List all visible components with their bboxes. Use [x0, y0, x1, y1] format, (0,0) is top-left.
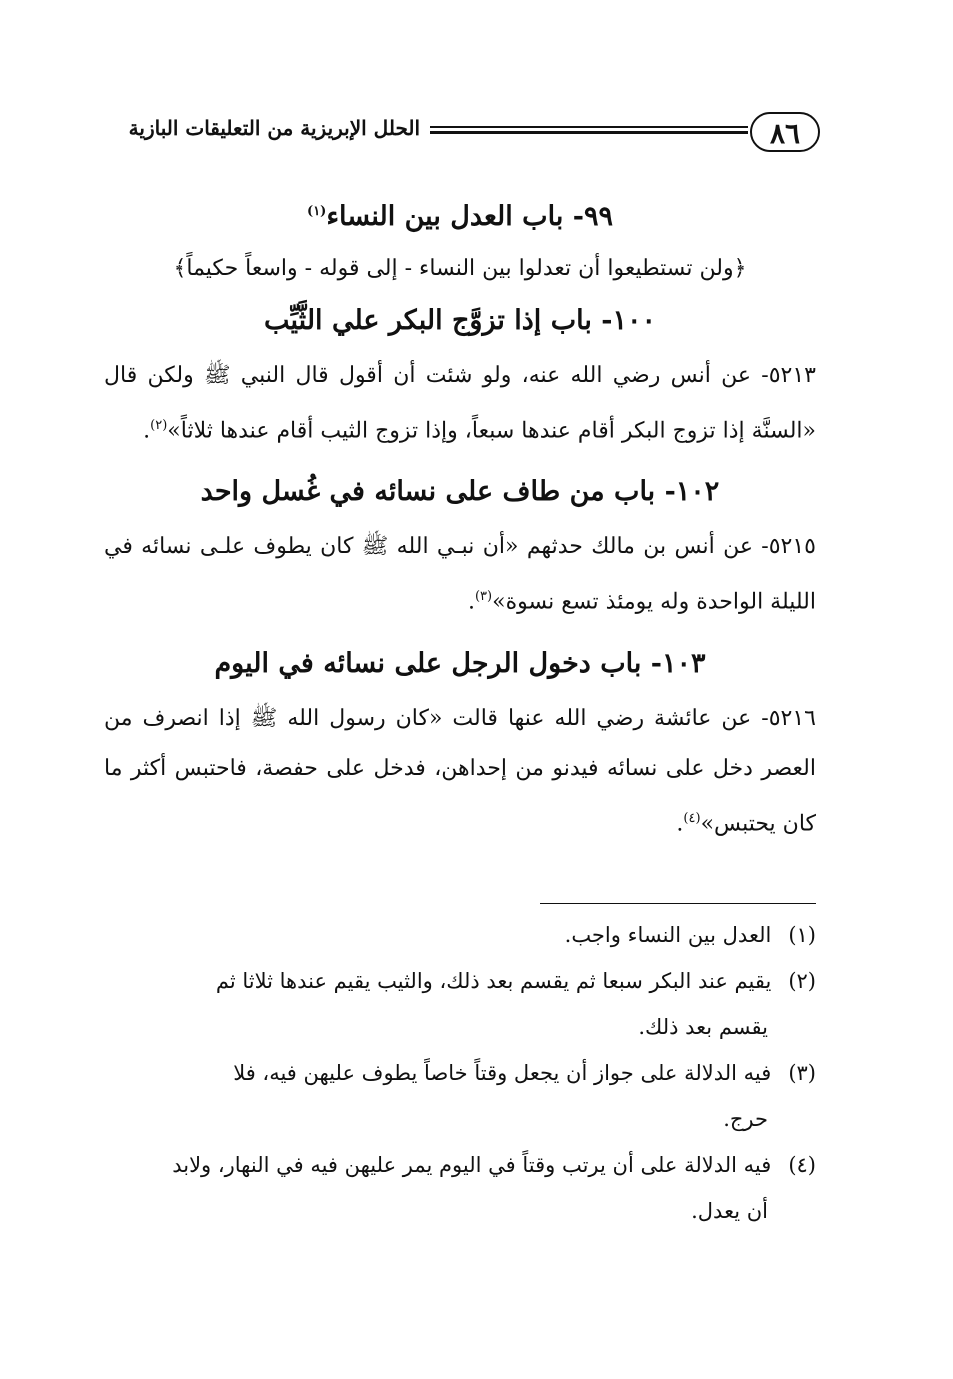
chapter-title-100: ١٠٠- باب إذا تزوَّج البكر علي الثَّيِّب	[264, 305, 656, 336]
book-title: الحلل الإبريزية من التعليقات البازية	[128, 116, 420, 140]
footnote-3: (٣) فيه الدلالة على جواز أن يجعل وقتاً خاصاً يطوف عليهن فيه، فلا	[233, 1061, 816, 1085]
footnote-separator	[540, 903, 816, 904]
quran-verse: ﴿ولن تستطيعوا أن تعدلوا بين النساء - إلى قوله - واسعاً حكيماً﴾	[173, 256, 747, 281]
footnote-2-continuation: يقسم بعد ذلك.	[638, 1015, 768, 1039]
footnote-4: (٤) فيه الدلالة على أن يرتب وقتاً في اليوم يمر عليهن فيه في النهار، ولابد	[172, 1153, 816, 1177]
footnote-ref: (٣)	[474, 589, 493, 605]
hadith-5215: ٥٢١٥- عن أنس بن مالك حدثهم «أن نبـي الله ﷺ كان يطوف علـى نسائه في الليلة الواحدة وله يومئذ تسع نسوة»$^{(٣)}$.	[104, 534, 816, 615]
chapter-title-103: ١٠٣- باب دخول الرجل على نسائه في اليوم	[214, 647, 706, 679]
chapter-title-102: ١٠٢- باب من طاف على نسائه في غُسل واحد	[200, 476, 720, 508]
hadith-5216: ٥٢١٦- عن عائشة رضي الله عنها قالت «كان رسول الله ﷺ إذا انصرف من العصر دخل على نسائه فيدنو من إحداهن، فدخل على حفصة، فاحتبس أكثر ما كان يحتبس»$^{(٤)}$.	[104, 705, 816, 836]
footnote-4-continuation: أن يعدل.	[691, 1199, 768, 1223]
page-header	[100, 112, 820, 156]
footnote-ref: (٤)	[683, 810, 701, 826]
footnote-3-continuation: حرج.	[723, 1107, 768, 1131]
chapter-title-99: ٩٩- باب العدل بين النساء$^{(١)}$	[307, 201, 613, 232]
footnote-1: (١) العدل بين النساء واجب.	[564, 923, 816, 947]
hadith-5213: ٥٢١٣- عن أنس رضي الله عنه، ولو شئت أن أقول قال النبي ﷺ ولكن قال «السنَّة إذا تزوج البكر أقام عندها سبعاً، وإذا تزوج الثيب أقام عندها ثلاثاً»$^{(٢)}$.	[104, 363, 816, 444]
footnote-2: (٢) يقيم عند البكر سبعا ثم يقسم بعد ذلك، والثيب يقيم عندها ثلاثا ثم	[215, 969, 816, 993]
footnote-ref: (٢)	[150, 418, 168, 433]
page-number: ٨٦	[750, 112, 820, 152]
footnotes	[104, 912, 816, 1234]
footnote-ref: (١)	[307, 204, 327, 219]
header-rule	[430, 126, 748, 134]
main-content	[104, 186, 816, 859]
